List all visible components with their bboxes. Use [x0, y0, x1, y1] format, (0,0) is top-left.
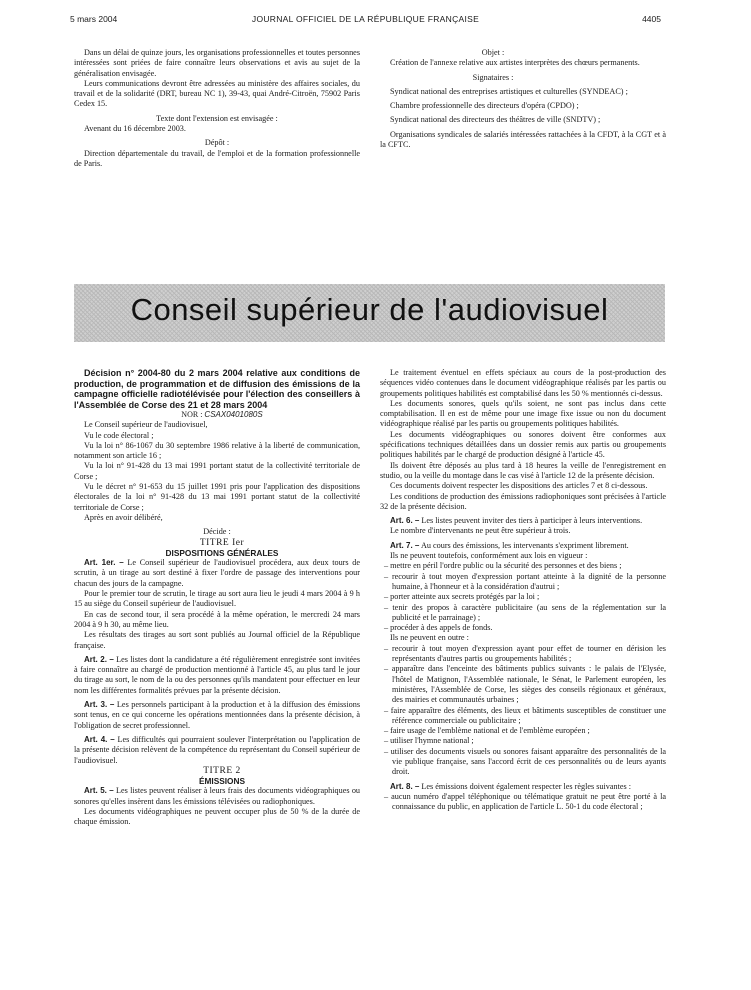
header-date: 5 mars 2004: [70, 14, 118, 24]
paragraph: Ils ne peuvent toutefois, conformément aux lois en vigueur :: [390, 551, 588, 561]
paragraph: Syndicat national des entreprises artistiques et culturelles (SYNDEAC) ;: [390, 86, 628, 96]
section-banner: [74, 284, 665, 342]
article-4: Art. 4. – Les difficultés qui pourraient soulever l'interprétation ou l'application de la présente décision relèvent de la compétence du représentant du Conseil supérieur de l'audiovisuel.: [74, 734, 361, 765]
paragraph: Dépôt :: [204, 138, 230, 148]
article-6: Art. 6. – Les listes peuvent inviter des tiers à participer à leurs interventions.: [390, 516, 643, 526]
list-item: – faire apparaître des éléments, des lieux et bâtiments susceptibles de constituer une référence commerciale ou publicitaire ;: [384, 705, 666, 725]
article-label: Art. 1er. –: [84, 558, 124, 568]
nor-reference: [74, 410, 360, 420]
paragraph: Les conditions de production des émissions radiophoniques sont précisées à l'article 32 de la présente décision.: [380, 491, 666, 511]
paragraph: En cas de second tour, il sera procédé à la même opération, le mercredi 24 mars 2004 à 9 h 30, au même lieu.: [74, 609, 360, 629]
titre-heading: TITRE Ier: [199, 537, 245, 548]
list-item: – utiliser l'hymne national ;: [384, 736, 474, 746]
paragraph: Chambre professionnelle des directeurs d'opéra (CPDO) ;: [390, 101, 579, 111]
article-3: Art. 3. – Les personnels participant à la production et à la diffusion des émissions sont tenus, en ce qui concerne les opérations mentionnées dans la présente décision, à l'obligation de secret professionnel.: [74, 700, 360, 730]
article-5: Art. 5. – Les listes peuvent réaliser à leurs frais des documents vidéographiques ou sonores qu'elles insèrent dans les émissions télévisées ou radiophoniques.: [74, 786, 361, 806]
paragraph: Leurs communications devront être adressées au ministère des affaires sociales, du travail et de la solidarité (DRT, bureau NC 1), 39-43, quai André-Citroën, 75902 Paris Cedex 15.: [74, 78, 360, 109]
paragraph: Vu le code électoral ;: [84, 430, 154, 440]
titre-heading: TITRE 2: [203, 765, 241, 776]
article-label: Art. 7. –: [390, 540, 420, 550]
top-right-column: [380, 48, 666, 150]
article-8: Art. 8. – Les émissions doivent également respecter les règles suivantes :: [390, 781, 632, 791]
paragraph: Vu la loi n° 86-1067 du 30 septembre 1986 relative à la liberté de communication, notamment son article 16 ;: [74, 440, 360, 461]
paragraph: Décide :: [203, 527, 231, 537]
paragraph: Création de l'annexe relative aux artistes interprètes des chœurs permanents.: [390, 58, 640, 68]
list-item: – mettre en péril l'ordre public ou la sécurité des personnes et des biens ;: [384, 561, 622, 571]
paragraph: Vu la loi n° 91-428 du 13 mai 1991 portant statut de la collectivité territoriale de Corse ;: [74, 461, 360, 481]
paragraph: Direction départementale du travail, de l'emploi et de la formation professionnelle de Paris.: [74, 148, 360, 168]
list-item: – apparaître dans l'enceinte des bâtiments publics suivants : le palais de l'Elysée, l'hôtel de Matignon, l'Assemblée nationale, le Sénat, le Parlement européen, les ministères, l'Assemblée de Corse, les sièges des conseils régionaux et généraux, des mairies et communautés urbaines ;: [384, 664, 666, 705]
article-label: Art. 2. –: [84, 654, 114, 664]
paragraph: Les documents vidéographiques ou sonores doivent être conformes aux spécifications techniques détaillées dans un dossier remis aux partis ou groupements politiques habilités par le chargé de production désigné à l'article 45.: [380, 429, 666, 460]
titre-subheading: DISPOSITIONS GÉNÉRALES: [165, 547, 279, 558]
nor-label: NOR :: [181, 410, 203, 419]
list-item: – recourir à tout moyen d'expression ayant pour effet de tourner en dérision les représentants d'autres partis ou groupements habilités ;: [384, 643, 666, 664]
running-header: [70, 14, 661, 28]
article-1: Art. 1er. – Le Conseil supérieur de l'audiovisuel procédera, aux deux tours de scrutin, à un tirage au sort destiné à fixer l'ordre de passage des interventions pour chacun des jours de la campagne.: [74, 558, 361, 588]
paragraph: Ils ne peuvent en outre :: [390, 633, 469, 643]
top-left-column: [74, 48, 360, 169]
header-page-number: 4405: [642, 14, 661, 24]
paragraph: Les résultats des tirages au sort sont publiés au Journal officiel de la République française.: [74, 630, 360, 650]
paragraph: Ces documents doivent respecter les dispositions des articles 7 et 8 ci-dessous.: [390, 481, 648, 491]
list-item: – porter atteinte aux secrets protégés par la loi ;: [384, 592, 540, 602]
paragraph: Les documents vidéographiques ne peuvent occuper plus de 50 % de la durée de chaque émission.: [74, 806, 360, 827]
paragraph: Syndicat national des directeurs des théâtres de ville (SNDTV) ;: [390, 115, 601, 125]
article-label: Art. 3. –: [84, 700, 115, 710]
article-label: Art. 8. –: [390, 781, 420, 791]
paragraph: Signataires :: [472, 72, 514, 82]
paragraph: Ils doivent être déposés au plus tard à 18 heures la veille de l'enregistrement en studio, ou la veille du montage dans le cas visé à l'article 12 de la présente décision.: [380, 460, 666, 480]
article-label: Art. 6. –: [390, 516, 420, 526]
article-label: Art. 4. –: [84, 734, 115, 744]
section-banner-title: Conseil supérieur de l'audiovisuel: [130, 292, 609, 327]
article-2: Art. 2. – Les listes dont la candidature a été régulièrement enregistrée sont invitées à faire connaître au chargé de production mentionné à l'article 45, au plus tard le jour du tirage au sort, le nom de la ou des personnes qu'ils mandatent pour effectuer en leur nom les différentes formalités prévues par la présente décision.: [74, 654, 361, 695]
list-item: – aucun numéro d'appel téléphonique ou télématique gratuit ne peut être porté à la connaissance du public, en application de l'article L. 50-1 du code électoral ;: [384, 791, 666, 812]
paragraph: Les documents sonores, quels qu'ils soient, ne sont pas inclus dans cette comptabilisation. Il en est de même pour une image fixe issue ou non du document vidéographique réalisé par les partis ou groupements politiques habilités.: [380, 398, 666, 429]
paragraph: Organisations syndicales de salariés intéressées rattachées à la CFDT, à la CGT et à la CFTC.: [380, 129, 666, 150]
list-item: – utiliser des documents visuels ou sonores faisant apparaître des personnalités de la vie publique française, sans l'accord écrit de ces personnalités ou de leurs ayants droit.: [384, 746, 666, 777]
paragraph: Vu le décret n° 91-653 du 15 juillet 1991 pris pour l'application des dispositions électorales de la loi n° 91-428 du 13 mai 1991 portant statut de la collectivité territoriale de Corse ;: [74, 482, 360, 512]
paragraph: Objet :: [481, 48, 505, 57]
decision-title: Décision n° 2004-80 du 2 mars 2004 relative aux conditions de production, de programmation et de diffusion des émissions de la campagne officielle radiotélévisée pour l'élection des conseillers à l'Assemblée de Corse des 21 et 28 mars 2004: [74, 368, 360, 410]
paragraph: Après en avoir délibéré,: [84, 512, 163, 522]
paragraph: Avenant du 16 décembre 2003.: [84, 124, 186, 134]
paragraph: Le traitement éventuel en effets spéciaux au cours de la post-production des séquences vidéo contenues dans le document vidéographique réalisés par les partis ou groupements politiques habilités est comptabilisé dans les 50 % mentionnés ci-dessus.: [380, 368, 666, 398]
list-item: – procéder à des appels de fonds.: [384, 623, 493, 633]
decision-left-column: [74, 368, 360, 828]
header-journal-title: JOURNAL OFFICIEL DE LA RÉPUBLIQUE FRANÇAISE: [251, 14, 480, 24]
list-item: – faire usage de l'emblème national et de l'emblème européen ;: [384, 726, 590, 736]
paragraph: Texte dont l'extension est envisagée :: [156, 113, 278, 123]
titre-subheading: ÉMISSIONS: [198, 776, 246, 787]
nor-code: CSAX0401080S: [204, 410, 263, 419]
article-label: Art. 5. –: [84, 786, 114, 796]
paragraph: Dans un délai de quinze jours, les organisations professionnelles et toutes personnes intéressées sont priées de faire connaître leurs observations et avis au sujet de la généralisation envisagée.: [74, 48, 360, 78]
decision-right-column: [380, 368, 666, 812]
paragraph: Le nombre d'intervenants ne peut être supérieur à trois.: [390, 526, 571, 536]
article-7: Art. 7. – Au cours des émissions, les intervenants s'expriment librement.: [390, 540, 629, 550]
paragraph: Le Conseil supérieur de l'audiovisuel,: [84, 420, 208, 430]
paragraph: Pour le premier tour de scrutin, le tirage au sort aura lieu le jeudi 4 mars 2004 à 9 h 15 au siège du Conseil supérieur de l'audiovisuel.: [74, 589, 360, 609]
list-item: – recourir à tout moyen d'expression portant atteinte à la dignité de la personne humaine, à l'honneur et à la considération d'autrui ;: [384, 571, 666, 591]
list-item: – tenir des propos à caractère publicitaire (au sens de la réglementation sur la publicité et le parrainage) ;: [384, 602, 666, 622]
